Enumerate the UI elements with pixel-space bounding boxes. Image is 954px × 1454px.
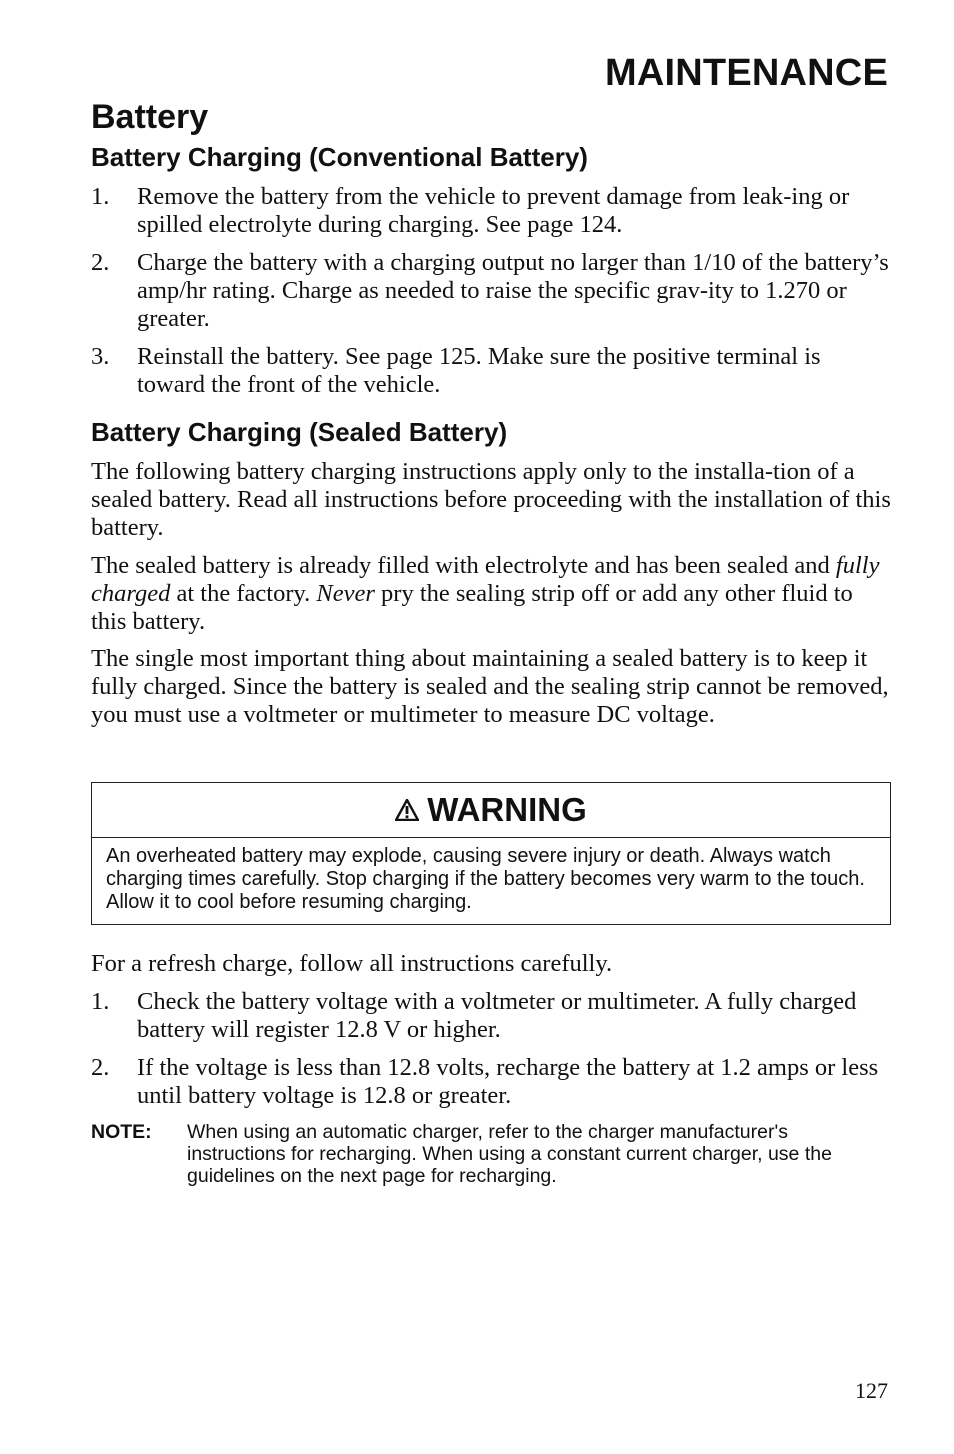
warning-title: WARNING [427, 791, 587, 828]
sealed-paragraph-2 [91, 552, 891, 636]
step-text: Charge the battery with a charging output no larger than 1/10 of the battery’s amp/hr rating. Charge as needed to raise the specific grav-ity to 1.270 or greater. [137, 249, 889, 332]
conventional-heading: Battery Charging (Conventional Battery) [91, 142, 588, 172]
step-number: 2. [91, 1054, 110, 1081]
note [91, 1121, 891, 1187]
emphasis-never: Never [316, 580, 375, 607]
text-run: pry the sealing strip off or add any other fluid to this battery. [91, 580, 853, 635]
page-title: Battery [91, 98, 209, 136]
sealed-heading: Battery Charging (Sealed Battery) [91, 417, 508, 447]
list-item [91, 249, 891, 333]
refresh-steps [91, 988, 891, 1120]
step-number: 3. [91, 343, 110, 370]
refresh-intro: For a refresh charge, follow all instructions carefully. [91, 950, 613, 977]
list-item [91, 988, 891, 1044]
list-item [91, 183, 891, 239]
warning-triangle-icon [395, 799, 419, 821]
text-run: The sealed battery is already filled with electrolyte and has been sealed and [91, 552, 836, 579]
step-text: Reinstall the battery. See page 125. Make sure the positive terminal is toward the front of the vehicle. [137, 343, 821, 398]
list-item [91, 343, 891, 399]
page-number: 127 [855, 1378, 888, 1403]
warning-text: An overheated battery may explode, causing severe injury or death. Always watch charging times carefully. Stop charging if the battery becomes very warm to the touch. Allow it to cool before resuming charging. [106, 845, 865, 913]
warning-box [91, 782, 891, 925]
step-text: Remove the battery from the vehicle to prevent damage from leak-ing or spilled electrolyte during charging. See page 124. [137, 183, 850, 238]
step-text: Check the battery voltage with a voltmeter or multimeter. A fully charged battery will register 12.8 V or higher. [137, 988, 857, 1043]
step-number: 1. [91, 183, 110, 210]
warning-header [92, 783, 890, 838]
step-number: 2. [91, 249, 110, 276]
list-item [91, 1054, 891, 1110]
text-run: at the factory. [170, 580, 317, 607]
sealed-paragraph-3: The single most important thing about maintaining a sealed battery is to keep it fully charged. Since the battery is sealed and the sealing strip cannot be removed, you must use a voltmeter or multimeter to measure DC voltage. [91, 645, 889, 728]
step-text: If the voltage is less than 12.8 volts, recharge the battery at 1.2 amps or less until battery voltage is 12.8 or greater. [137, 1054, 879, 1109]
section-header: MAINTENANCE [605, 52, 888, 94]
step-number: 1. [91, 988, 110, 1015]
sealed-paragraph-1: The following battery charging instructions apply only to the installa-tion of a sealed battery. Read all instructions before proceeding with the installation of this battery. [91, 458, 891, 541]
emphasis-fully-charged: fully charged [91, 552, 880, 607]
conventional-steps [91, 183, 891, 409]
note-label: NOTE: [91, 1121, 152, 1143]
note-text: When using an automatic charger, refer to the charger manufacturer's instructions for recharging. When using a constant current charger, use the guidelines on the next page for recharging. [187, 1121, 832, 1187]
